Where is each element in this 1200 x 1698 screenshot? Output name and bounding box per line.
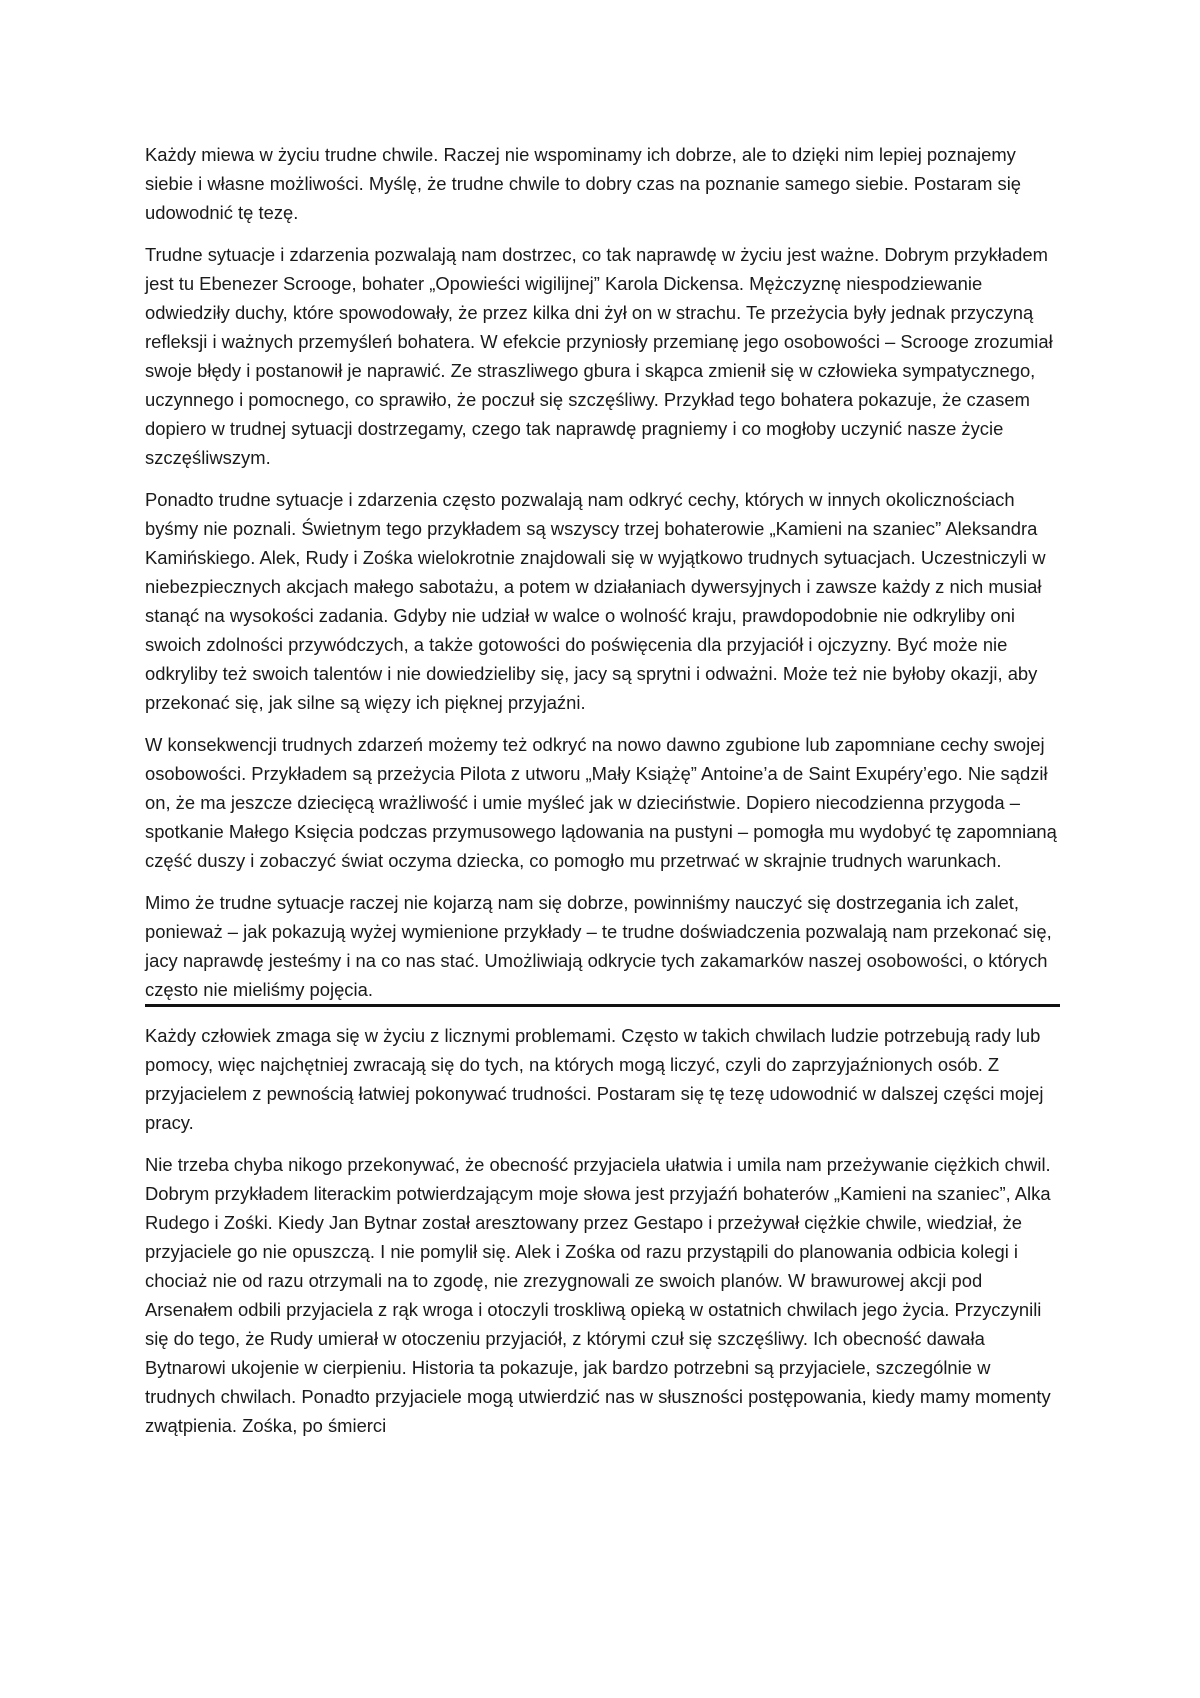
essay-2-paragraph-2: Nie trzeba chyba nikogo przekonywać, że obecność przyjaciela ułatwia i umila nam przeżywanie ciężkich chwil. Dobrym przykładem literackim potwierdzającym moje słowa jest przyjaźń bohaterów „Kamieni na szaniec”, Alka Rudego i Zośki. Kiedy Jan Bytnar został aresztowany przez Gestapo i przeżywał ciężkie chwile, wiedział, że przyjaciele go nie opuszczą. I nie pomylił się. Alek i Zośka od razu przystąpili do planowania odbicia kolegi i chociaż nie od razu otrzymali na to zgodę, nie zrezygnowali ze swoich planów. W brawurowej akcji pod Arsenałem odbili przyjaciela z rąk wroga i otoczyli troskliwą opieką w ostatnich chwilach jego życia. Przyczynili się do tego, że Rudy umierał w otoczeniu przyjaciół, z którymi czuł się szczęśliwy. Ich obecność dawała Bytnarowi ukojenie w cierpieniu. Historia ta pokazuje, jak bardzo potrzebni są przyjaciele, szczególnie w trudnych chwilach. Ponadto przyjaciele mogą utwierdzić nas w słuszności postępowania, kiedy mamy momenty zwątpienia. Zośka, po śmierci [145,1154,1051,1436]
essay-1-paragraph-4: W konsekwencji trudnych zdarzeń możemy też odkryć na nowo dawno zgubione lub zapomniane cechy swojej osobowości. Przykładem są przeżycia Pilota z utworu „Mały Książę” Antoine’a de Saint Exupéry’ego. Nie sądził on, że ma jeszcze dziecięcą wrażliwość i umie myśleć jak w dzieciństwie. Dopiero niecodzienna przygoda – spotkanie Małego Księcia podczas przymusowego lądowania na pustyni – pomogła mu wydobyć tę zapomnianą część duszy i zobaczyć świat oczyma dziecka, co pomogło mu przetrwać w skrajnie trudnych warunkach. [145,734,1057,871]
section-divider [145,1004,1060,1007]
essay-2-paragraph-1: Każdy człowiek zmaga się w życiu z licznymi problemami. Często w takich chwilach ludzie potrzebują rady lub pomocy, więc najchętniej zwracają się do tych, na których mogą liczyć, czyli do zaprzyjaźnionych osób. Z przyjacielem z pewnością łatwiej pokonywać trudności. Postaram się tę tezę udowodnić w dalszej części mojej pracy. [145,1025,1044,1133]
essay-1 [145,140,1060,1004]
essay-1-paragraph-5: Mimo że trudne sytuacje raczej nie kojarzą nam się dobrze, powinniśmy nauczyć się dostrzegania ich zalet, ponieważ – jak pokazują wyżej wymienione przykłady – te trudne doświadczenia pozwalają nam przekonać się, jacy naprawdę jesteśmy i na co nas stać. Umożliwiają odkrycie tych zakamarków naszej osobowości, o których często nie mieliśmy pojęcia. [145,892,1052,1000]
document-body [145,140,1060,1453]
essay-1-paragraph-1: Każdy miewa w życiu trudne chwile. Raczej nie wspominamy ich dobrze, ale to dzięki nim lepiej poznajemy siebie i własne możliwości. Myślę, że trudne chwile to dobry czas na poznanie samego siebie. Postaram się udowodnić tę tezę. [145,144,1022,223]
essay-2 [145,1021,1060,1440]
essay-1-paragraph-3: Ponadto trudne sytuacje i zdarzenia często pozwalają nam odkryć cechy, których w innych okolicznościach byśmy nie poznali. Świetnym tego przykładem są wszyscy trzej bohaterowie „Kamieni na szaniec” Aleksandra Kamińskiego. Alek, Rudy i Zośka wielokrotnie znajdowali się w wyjątkowo trudnych sytuacjach. Uczestniczyli w niebezpiecznych akcjach małego sabotażu, a potem w działaniach dywersyjnych i zawsze każdy z nich musiał stanąć na wysokości zadania. Gdyby nie udział w walce o wolność kraju, prawdopodobnie nie odkryliby oni swoich zdolności przywódczych, a także gotowości do poświęcenia dla przyjaciół i ojczyzny. Być może nie odkryliby też swoich talentów i nie dowiedzieliby się, jacy są sprytni i odważni. Może też nie byłoby okazji, aby przekonać się, jak silne są więzy ich pięknej przyjaźni. [145,489,1046,713]
essay-1-paragraph-2: Trudne sytuacje i zdarzenia pozwalają nam dostrzec, co tak naprawdę w życiu jest ważne. Dobrym przykładem jest tu Ebenezer Scrooge, bohater „Opowieści wigilijnej” Karola Dickensa. Mężczyznę niespodziewanie odwiedziły duchy, które spowodowały, że przez kilka dni żył on w strachu. Te przeżycia były jednak przyczyną refleksji i ważnych przemyśleń bohatera. W efekcie przyniosły przemianę jego osobowości – Scrooge zrozumiał swoje błędy i postanowił je naprawić. Ze straszliwego gbura i skąpca zmienił się w człowieka sympatycznego, uczynnego i pomocnego, co sprawiło, że poczuł się szczęśliwy. Przykład tego bohatera pokazuje, że czasem dopiero w trudnej sytuacji dostrzegamy, czego tak naprawdę pragniemy i co mogłoby uczynić nasze życie szczęśliwszym. [145,244,1053,468]
